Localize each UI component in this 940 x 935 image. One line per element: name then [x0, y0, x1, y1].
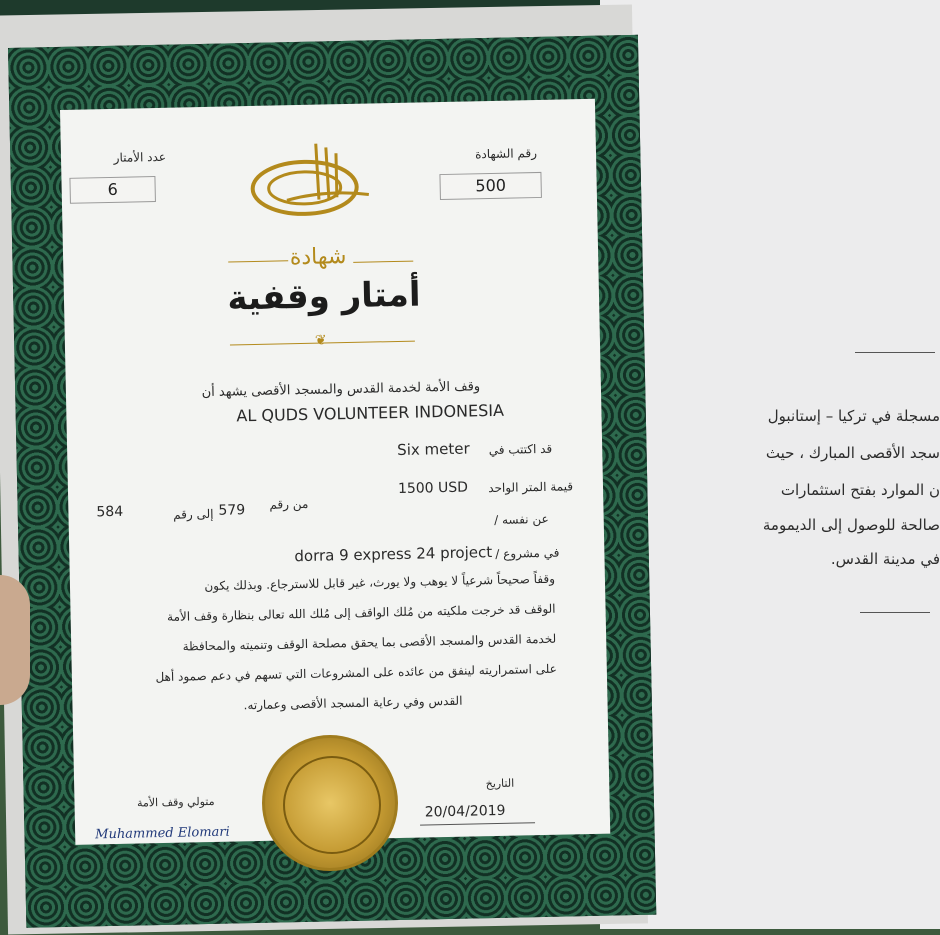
title-rule — [228, 260, 288, 262]
cert-number-label: رقم الشهادة — [475, 146, 538, 162]
to-value: 584 — [96, 503, 124, 521]
price-value: 1500 USD — [397, 479, 469, 498]
body-line: الوقف قد خرجت ملكيته من مُلك الواقف إلى مُلك الله تعالى بنظارة وقف الأمة — [166, 601, 556, 624]
gold-seal-icon — [262, 735, 398, 871]
subscribed-label: قد اكتتب في — [488, 441, 553, 458]
certificate — [60, 99, 610, 845]
from-label: من رقم — [269, 496, 309, 512]
right-page-rule — [860, 612, 930, 613]
right-page-line: ن الموارد بفتح استثمارات — [780, 481, 940, 499]
right-page-line: صالحة للوصول إلى الديمومة — [762, 516, 940, 534]
cert-number-field: 500 — [439, 172, 542, 200]
date-rule — [420, 822, 535, 825]
signature: Muhammed Elomari — [95, 824, 230, 843]
title-small: شهادة — [289, 244, 347, 271]
from-value: 579 — [218, 502, 246, 519]
body-line: وقفاً صحيحاً شرعياً لا يوهب ولا يورث، غير قابل للاسترجاع. وبذلك يكون — [204, 571, 556, 594]
project-label: في مشروع / — [495, 545, 560, 561]
body-line: لخدمة القدس والمسجد الأقصى بما يحقق مصلحة الوقف وتنميته والمحافظة — [182, 631, 557, 654]
ornament-icon: ❦ — [314, 332, 327, 349]
project-value: dorra 9 express 24 project — [294, 543, 493, 566]
meters-label: عدد الأمتار — [113, 149, 167, 165]
right-page-rule — [855, 352, 935, 353]
title-rule — [353, 261, 413, 263]
tughra-emblem-icon — [246, 138, 378, 221]
trustee-label: متولي وقف الأمة — [136, 794, 215, 810]
right-page-line: في مدينة القدس. — [830, 550, 940, 568]
date-value: 20/04/2019 — [424, 802, 506, 821]
subscribed-value: Six meter — [397, 439, 470, 460]
price-label: قيمة المتر الواحد — [488, 479, 574, 496]
title-large: أمتار وقفية — [226, 274, 421, 319]
body-line: على استمراريته لينفق من عائده على المشروعات التي تسهم في دعم صمود أهل — [155, 661, 557, 685]
right-page-line: سجد الأقصى المبارك ، حيث — [765, 444, 940, 462]
intro-text: وقف الأمة لخدمة القدس والمسجد الأقصى يشهد أن — [201, 379, 481, 401]
to-label: إلى رقم — [173, 506, 214, 522]
body-line: القدس وفي رعاية المسجد الأقصى وعمارته. — [243, 693, 463, 713]
date-label: التاريخ — [485, 776, 515, 791]
right-page-line: مسجلة في تركيا – إستانبول — [767, 407, 940, 425]
meters-field: 6 — [69, 176, 156, 204]
dome-icon — [283, 756, 381, 854]
finger — [0, 575, 30, 705]
on-behalf: عن نفسه / — [494, 511, 549, 527]
recipient-name: AL QUDS VOLUNTEER INDONESIA — [236, 400, 505, 426]
